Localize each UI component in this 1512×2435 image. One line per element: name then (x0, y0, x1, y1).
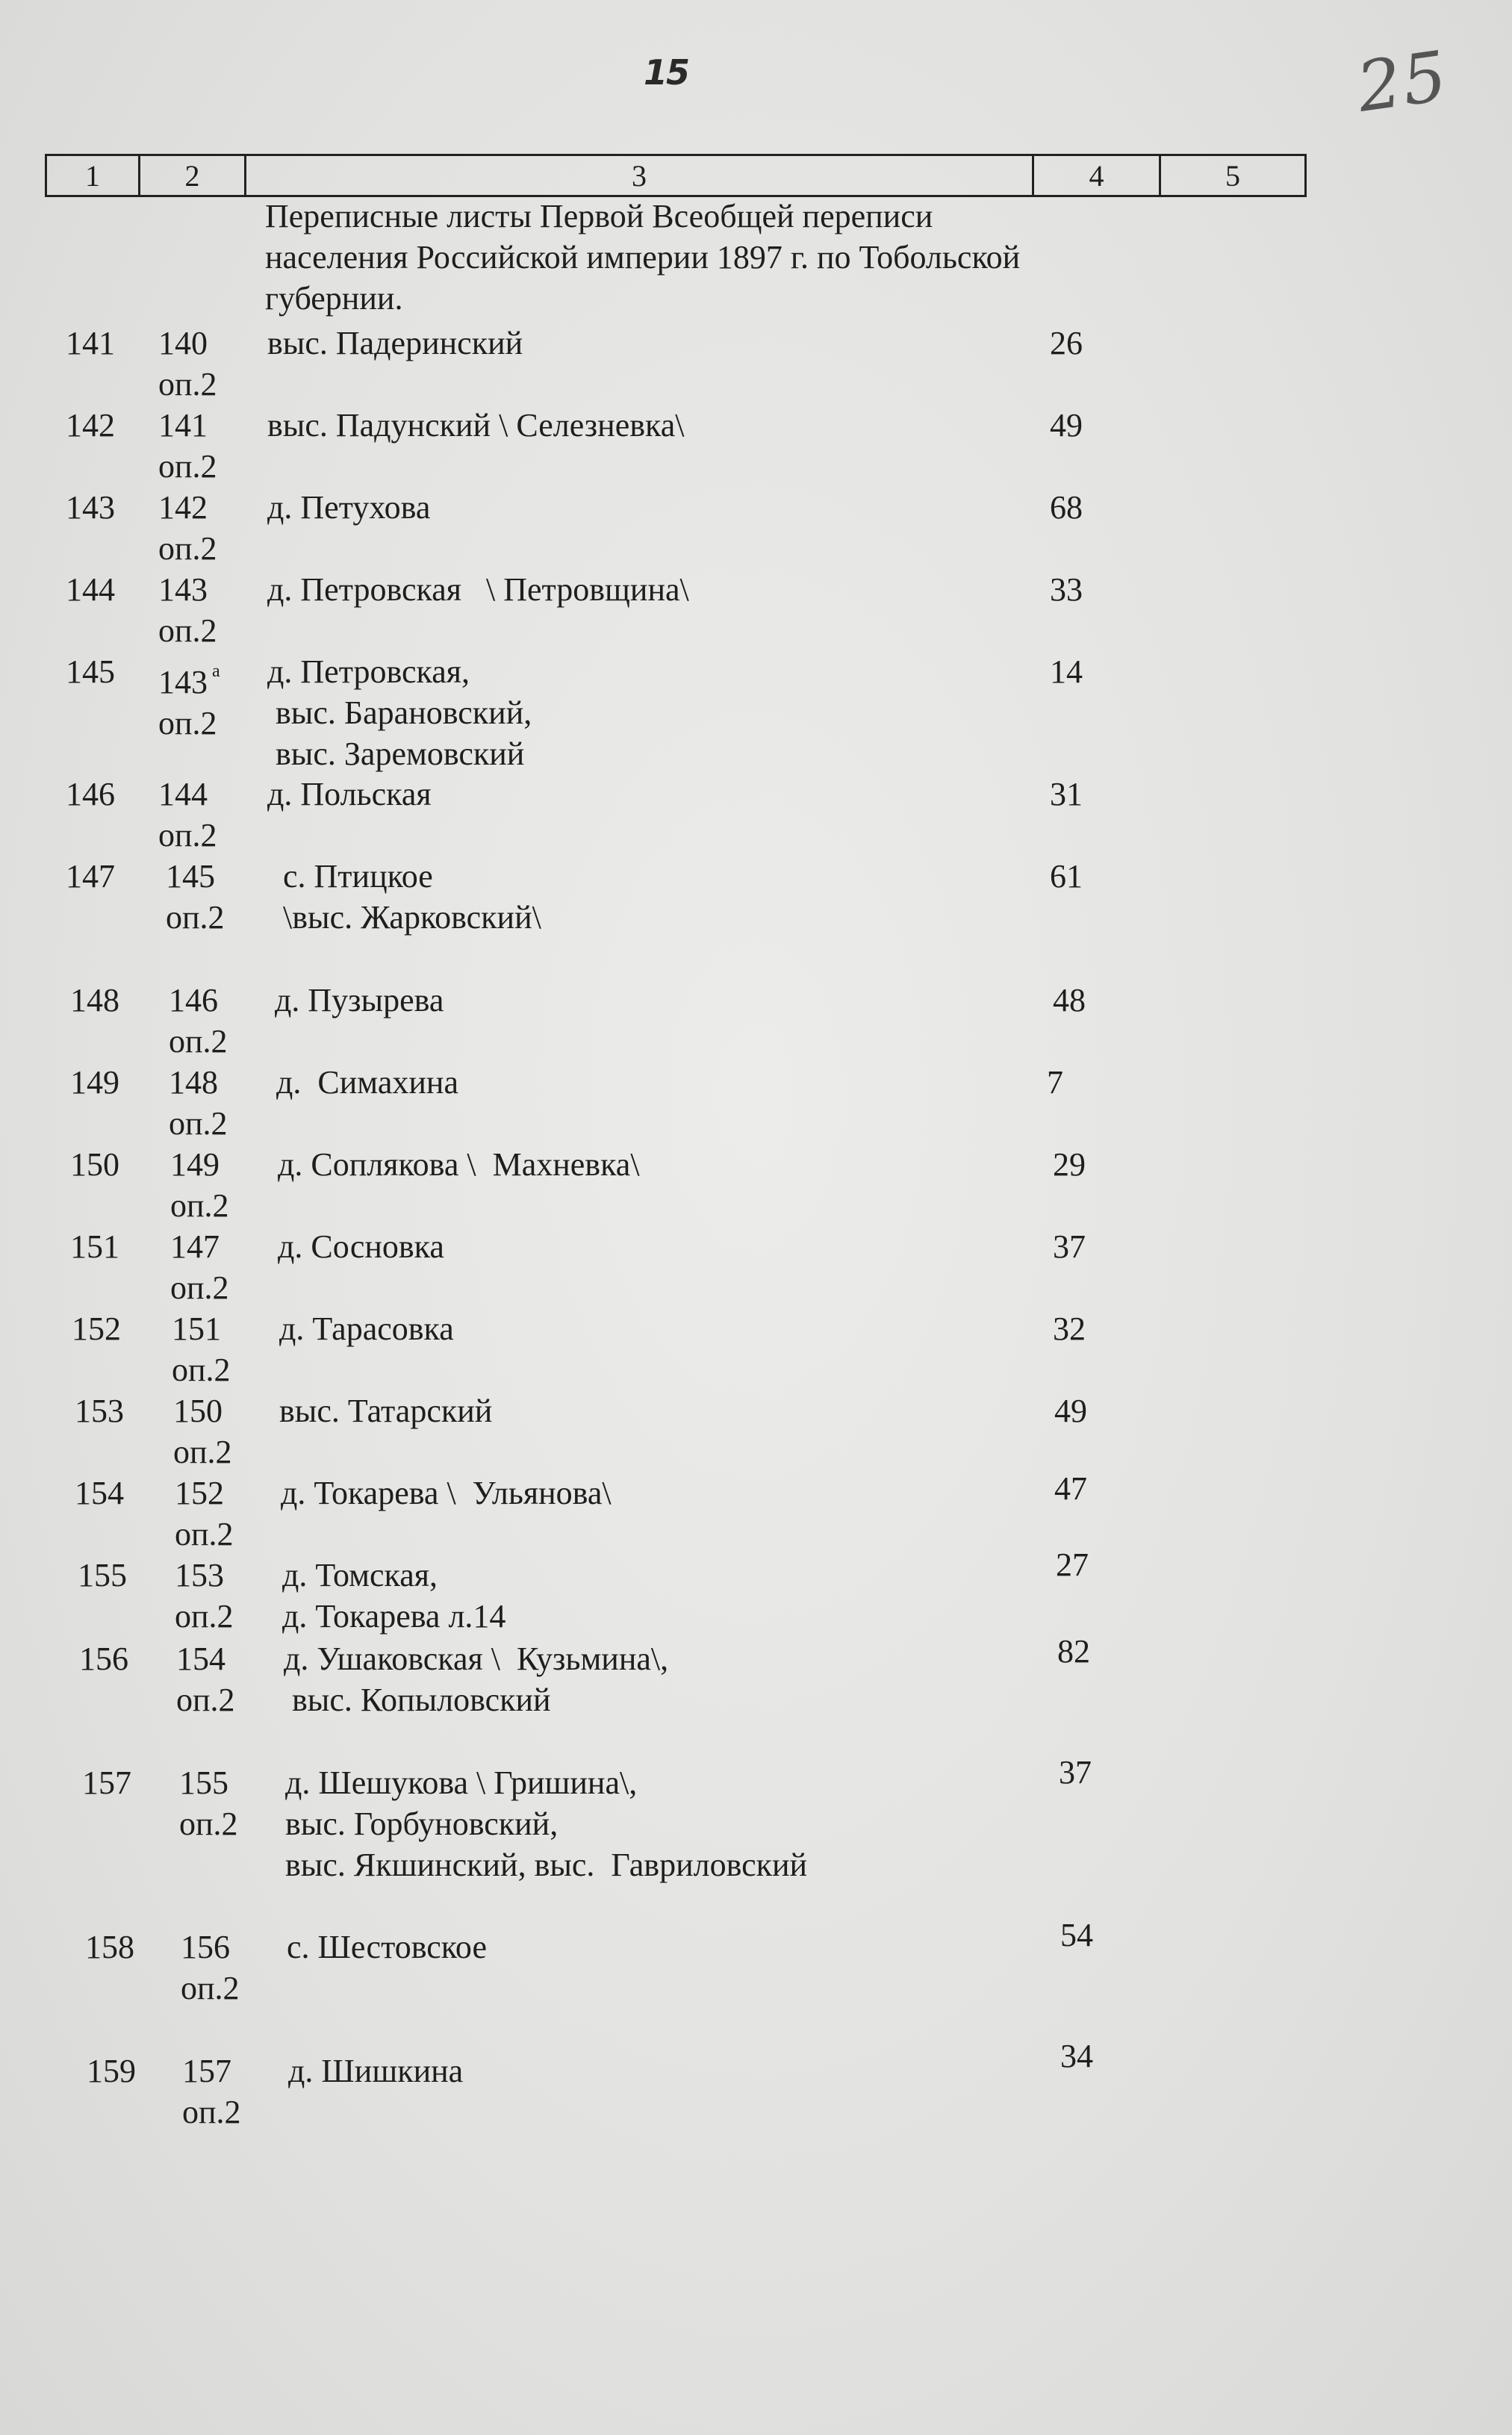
settlement-line: д. Токарева \ Ульянова\ (281, 1475, 612, 1511)
fund-number (169, 980, 228, 1062)
fund-number (176, 1638, 235, 1720)
settlement-line: д. Польская (267, 776, 432, 812)
inventory-number: оп.2 (179, 1806, 238, 1842)
fund-value: 152 (175, 1475, 224, 1511)
row-number: 150 (70, 1146, 119, 1183)
sheet-count: 49 (1050, 407, 1083, 444)
row-number: 155 (78, 1557, 127, 1593)
fund-value: 141 (158, 407, 208, 444)
sheet-count: 33 (1050, 571, 1083, 608)
settlement-name (267, 405, 1014, 446)
fund-value: 140 (158, 325, 208, 361)
sheet-count: 82 (1057, 1633, 1090, 1670)
sheet-count: 37 (1053, 1228, 1086, 1265)
inventory-number: оп.2 (175, 1598, 234, 1635)
fund-value: 147 (170, 1228, 220, 1265)
inventory-number: оп.2 (172, 1352, 231, 1388)
settlement-line: д. Ушаковская \ Кузьмина\, (284, 1641, 669, 1677)
settlement-name (275, 856, 1021, 938)
settlement-line: выс. Копыловский (284, 1682, 551, 1718)
settlement-line: выс. Горбуновский, (285, 1806, 559, 1842)
row-number: 154 (75, 1475, 124, 1511)
inventory-number: оп.2 (158, 366, 217, 402)
settlement-line: выс. Падунский \ Селезневка\ (267, 407, 685, 444)
sheet-count: 68 (1050, 489, 1083, 526)
row-number: 148 (70, 982, 119, 1019)
settlement-line: с. Шестовское (287, 1929, 487, 1965)
fund-value: 149 (170, 1146, 220, 1183)
page-number: 15 (644, 52, 689, 93)
fund-value: 142 (158, 489, 208, 526)
sheet-count: 61 (1050, 858, 1083, 895)
sheet-count: 48 (1053, 982, 1086, 1019)
settlement-name (276, 1062, 1023, 1103)
fund-number (170, 1144, 229, 1226)
inventory-number: оп.2 (170, 1269, 229, 1306)
fund-number (175, 1555, 234, 1637)
fund-value: 154 (176, 1641, 225, 1677)
settlement-line: д. Токарева л.14 (282, 1598, 506, 1635)
inventory-number: оп.2 (158, 530, 217, 567)
fund-value: 157 (182, 2053, 231, 2089)
inventory-number: оп.2 (158, 612, 217, 649)
settlement-name (281, 1472, 1027, 1514)
header-col-5: 5 (1225, 158, 1240, 193)
fund-value: 151 (172, 1310, 221, 1347)
header-col-4: 4 (1034, 156, 1161, 195)
settlement-name (278, 1144, 1024, 1185)
settlement-line: д. Томская, (282, 1557, 438, 1593)
fund-value: 156 (181, 1929, 230, 1965)
fund-superscript: а (212, 662, 220, 681)
settlement-name (285, 1762, 1032, 1885)
sheet-count: 34 (1060, 2038, 1093, 2074)
fund-number (175, 1472, 234, 1555)
row-number: 141 (66, 325, 115, 361)
row-number: 142 (66, 407, 115, 444)
fund-number (166, 856, 225, 938)
settlement-name (267, 487, 1014, 528)
fund-number (158, 651, 220, 744)
sheet-count: 27 (1056, 1546, 1089, 1583)
settlement-line: д. Соплякова \ Махневка\ (278, 1146, 640, 1183)
settlement-line: выс. Барановский, (267, 694, 532, 731)
inventory-number: оп.2 (181, 1970, 240, 2006)
fund-value: 155 (179, 1764, 228, 1801)
sheet-count: 54 (1060, 1917, 1093, 1953)
settlement-line: д. Симахина (276, 1064, 458, 1101)
inventory-number: оп.2 (169, 1105, 228, 1142)
inventory-number: оп.2 (169, 1023, 228, 1060)
fund-number (158, 323, 217, 405)
fund-number (181, 1926, 240, 2009)
row-number: 153 (75, 1393, 124, 1429)
inventory-number: оп.2 (158, 705, 217, 741)
row-number: 151 (70, 1228, 119, 1265)
sheet-count: 7 (1047, 1064, 1063, 1101)
inventory-number: оп.2 (176, 1682, 235, 1718)
inventory-number: оп.2 (166, 899, 225, 936)
settlement-name (267, 323, 1014, 364)
row-number: 144 (66, 571, 115, 608)
fund-value: 153 (175, 1557, 224, 1593)
settlement-line: д. Пузырева (275, 982, 444, 1019)
row-number: 143 (66, 489, 115, 526)
row-number: 149 (70, 1064, 119, 1101)
archive-sheet-number: 25 (1352, 36, 1453, 128)
fund-value: 150 (173, 1393, 223, 1429)
settlement-name (267, 651, 1014, 774)
inventory-number: оп.2 (158, 817, 217, 853)
header-col-3: 3 (246, 156, 1034, 195)
section-title: Переписные листы Первой Всеобщей переписи населения Российской империи 1897 г. по Тобольской губернии. (265, 198, 1021, 317)
settlement-name (284, 1638, 1030, 1720)
settlement-name (278, 1226, 1024, 1267)
row-number: 147 (66, 858, 115, 895)
fund-value: 144 (158, 776, 208, 812)
settlement-name (282, 1555, 1029, 1637)
fund-number (173, 1390, 232, 1472)
settlement-line: с. Птицкое (275, 858, 433, 895)
inventory-number: оп.2 (182, 2094, 241, 2130)
sheet-count: 49 (1054, 1393, 1087, 1429)
settlement-name (275, 980, 1021, 1021)
inventory-number: оп.2 (170, 1187, 229, 1224)
sheet-count: 26 (1050, 325, 1083, 361)
row-number: 156 (79, 1641, 128, 1677)
table-header (45, 154, 1307, 197)
sheet-count: 32 (1053, 1310, 1086, 1347)
row-number: 145 (66, 653, 115, 690)
row-number: 159 (87, 2053, 136, 2089)
fund-value: 148 (169, 1064, 218, 1101)
fund-value: 146 (169, 982, 218, 1019)
header-col-2: 2 (140, 156, 246, 195)
row-number: 158 (85, 1929, 134, 1965)
settlement-name (288, 2050, 1035, 2092)
settlement-line: д. Шешукова \ Гришина\, (285, 1764, 638, 1801)
settlement-line: выс. Падеринский (267, 325, 523, 361)
fund-number (179, 1762, 238, 1844)
inventory-number: оп.2 (173, 1434, 232, 1470)
settlement-line: д. Петровская, (267, 653, 470, 690)
sheet-count: 14 (1050, 653, 1083, 690)
settlement-name (287, 1926, 1033, 1968)
sheet-count: 37 (1059, 1754, 1092, 1791)
fund-value: 145 (166, 858, 215, 895)
sheet-count: 29 (1053, 1146, 1086, 1183)
settlement-name (267, 774, 1014, 815)
settlement-line: д. Тарасовка (279, 1310, 454, 1347)
settlement-line: \выс. Жарковский\ (275, 899, 541, 936)
fund-number (169, 1062, 228, 1144)
row-number: 152 (72, 1310, 121, 1347)
fund-value: 143 (158, 571, 208, 608)
header-col-1: 1 (47, 156, 140, 195)
row-number: 146 (66, 776, 115, 812)
fund-number (170, 1226, 229, 1308)
settlement-name (279, 1308, 1026, 1349)
settlement-line: д. Сосновка (278, 1228, 444, 1265)
settlement-line: выс. Татарский (279, 1393, 493, 1429)
settlement-line: д. Шишкина (288, 2053, 464, 2089)
fund-number (182, 2050, 241, 2133)
settlement-line: выс. Якшинский, выс. Гавриловский (285, 1847, 808, 1883)
settlement-line: д. Петухова (267, 489, 431, 526)
sheet-count: 31 (1050, 776, 1083, 812)
fund-value: 143 (158, 664, 208, 700)
settlement-line: выс. Заремовский (267, 736, 525, 772)
settlement-name (267, 569, 1014, 610)
fund-number (158, 405, 217, 487)
inventory-number: оп.2 (175, 1516, 234, 1552)
sheet-count: 47 (1054, 1470, 1087, 1507)
fund-number (158, 774, 217, 856)
settlement-name (279, 1390, 1026, 1431)
fund-number (158, 487, 217, 569)
inventory-number: оп.2 (158, 448, 217, 485)
fund-number (172, 1308, 231, 1390)
settlement-line: д. Петровская \ Петровщина\ (267, 571, 689, 608)
fund-number (158, 569, 217, 651)
row-number: 157 (82, 1764, 131, 1801)
